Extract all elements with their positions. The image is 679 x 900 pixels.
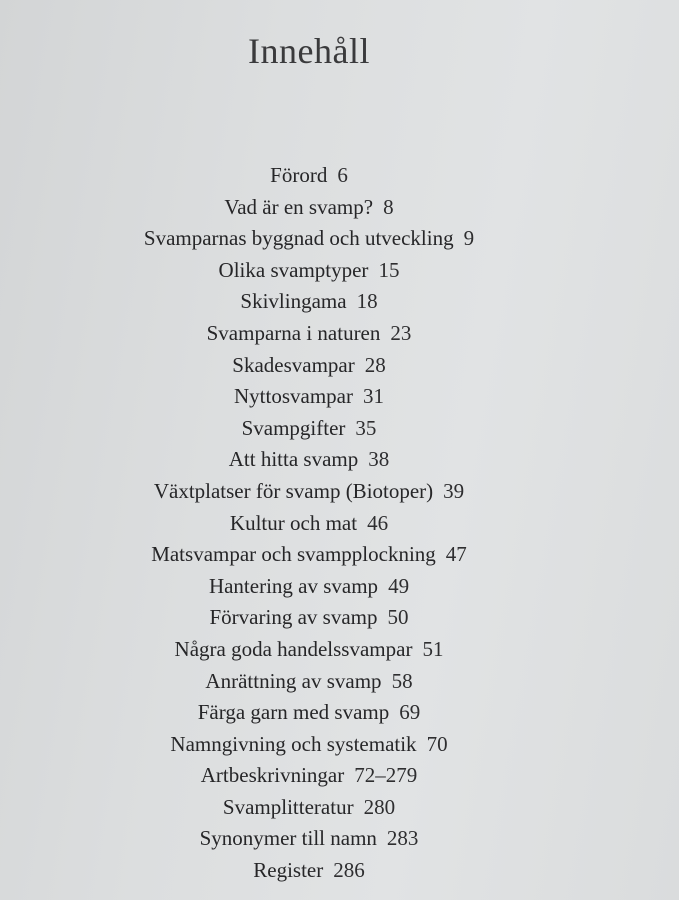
toc-entry-page-number: 8: [383, 194, 394, 219]
toc-entry-label: Förord: [270, 163, 328, 187]
toc-entry: [0, 571, 618, 603]
toc-entry-page-number: 46: [367, 510, 389, 535]
page-title: Innehåll: [248, 31, 370, 71]
toc-entry-label: Hantering av svamp: [208, 573, 379, 598]
toc-entry: [0, 539, 618, 571]
toc-entry-label: Svamparna i naturen: [206, 320, 381, 345]
toc-entry: [0, 255, 618, 287]
toc-entry-label: Färga garn med svamp: [197, 700, 390, 725]
toc-entry-label: Nyttosvampar: [234, 384, 353, 409]
toc-entry-label: Synonymer till namn: [199, 826, 377, 851]
toc-entry-page-number: 58: [391, 668, 413, 693]
toc-entry-page-number: 9: [463, 226, 475, 251]
toc-entry: [0, 223, 618, 255]
toc-entry-page-number: 49: [388, 573, 410, 598]
toc-entry-label: Förvaring av svamp: [209, 605, 378, 630]
toc-entry-page-number: 35: [355, 415, 377, 440]
toc-entry: [0, 697, 618, 729]
toc-entry: [0, 318, 618, 350]
toc-entry-page-number: 286: [333, 858, 365, 883]
toc-entry: [0, 602, 618, 634]
toc-entry-label: Svampgifter: [241, 415, 346, 440]
toc-entry: [0, 444, 618, 476]
toc-entry: [0, 823, 618, 855]
toc-entry-page-number: 6: [337, 163, 348, 187]
toc-entry-page-number: 72–279: [354, 763, 418, 788]
toc-entry-page-number: 28: [364, 352, 386, 377]
toc-entry: [0, 634, 618, 666]
toc-entry-label: Artbeskrivningar: [200, 763, 345, 788]
toc-entry: [0, 476, 618, 508]
toc-entry-page-number: 31: [362, 384, 384, 409]
toc-entry: [0, 413, 618, 445]
toc-entry-label: Anrättning av svamp: [205, 668, 382, 693]
toc-entry-page-number: 39: [443, 478, 465, 503]
toc-entry-label: Växtplatser för svamp (Biotoper): [153, 478, 434, 503]
toc-entry-page-number: 283: [386, 826, 419, 851]
toc-entry-label: Vad är en svamp?: [224, 194, 374, 219]
toc-entry-label: Skivlingama: [240, 289, 347, 314]
toc-entry-label: Matsvampar och svampplockning: [151, 542, 436, 567]
toc-entry: [0, 666, 618, 698]
toc-entry-page-number: 70: [426, 731, 448, 756]
toc-entry-page-number: 50: [387, 605, 409, 630]
toc-entry-label: Kultur och mat: [229, 510, 358, 535]
toc-entry: [0, 508, 618, 540]
toc-entry: [0, 729, 618, 761]
toc-entry-page-number: 18: [356, 289, 378, 314]
toc-entry-label: Register: [253, 858, 324, 883]
toc-entry-page-number: 280: [363, 794, 396, 819]
toc-entry-page-number: 23: [390, 320, 412, 345]
table-of-contents: [0, 160, 618, 887]
toc-entry-label: Svamparnas byggnad och utveckling: [143, 226, 454, 251]
toc-entry-page-number: 51: [422, 636, 444, 661]
toc-entry-page-number: 15: [378, 257, 400, 282]
toc-entry-page-number: 38: [368, 447, 390, 472]
toc-entry: [0, 192, 618, 224]
toc-entry-label: Olika svamptyper: [218, 257, 369, 282]
toc-entry-label: Skadesvampar: [232, 352, 355, 377]
toc-entry: [0, 286, 618, 318]
toc-entry-label: Att hitta svamp: [228, 447, 359, 472]
toc-entry: [0, 760, 618, 792]
toc-entry: [0, 381, 618, 413]
toc-entry: [0, 855, 618, 887]
toc-entry: [0, 350, 618, 382]
toc-entry-page-number: 47: [445, 542, 467, 567]
toc-entry-page-number: 69: [399, 700, 421, 725]
toc-entry: [0, 792, 618, 824]
toc-entry: [0, 160, 618, 192]
toc-entry-label: Svamplitteratur: [222, 794, 354, 819]
toc-entry-label: Några goda handelssvampar: [174, 636, 413, 661]
toc-entry-label: Namngivning och systematik: [170, 731, 417, 756]
